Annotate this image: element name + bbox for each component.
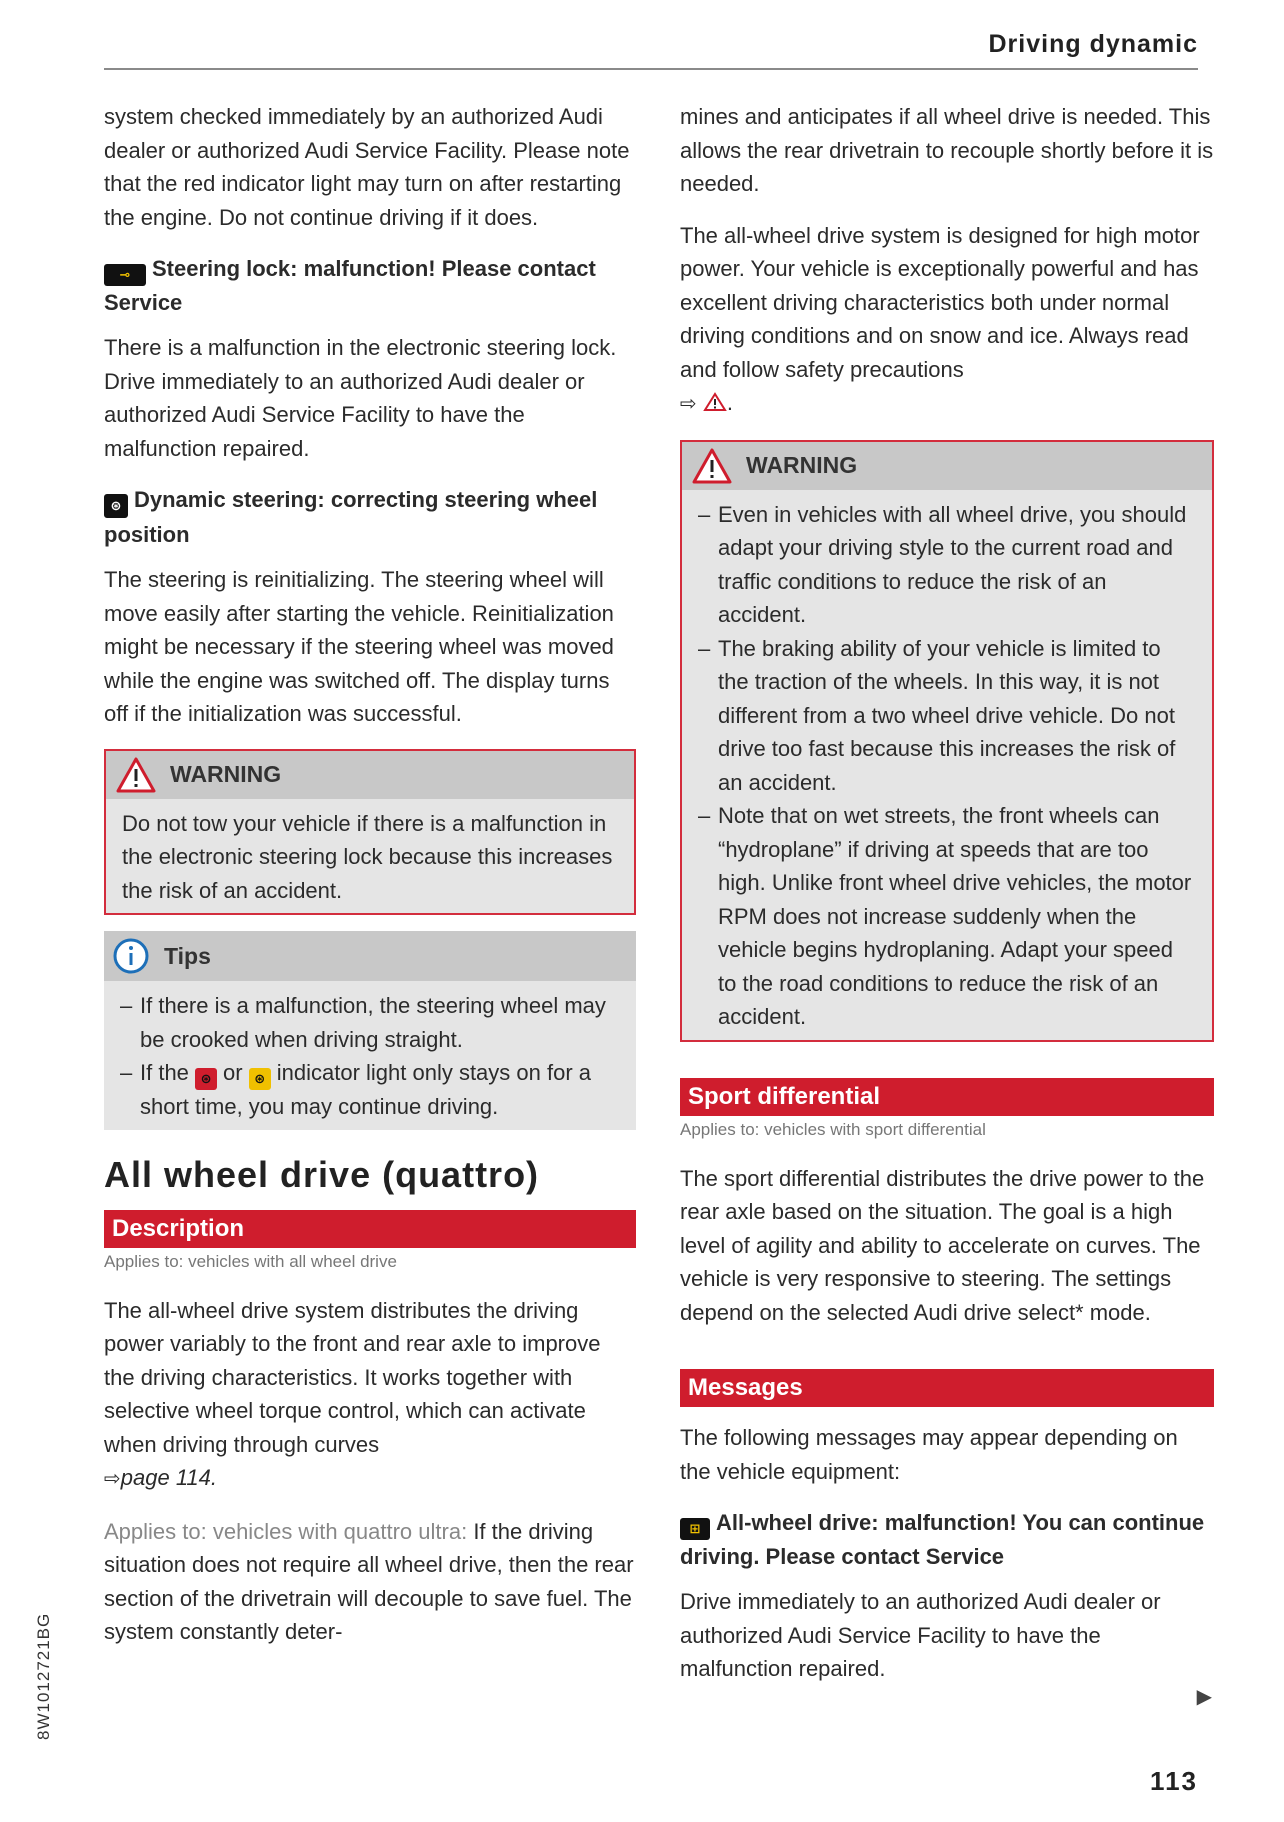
subsection-bar: Description bbox=[104, 1210, 636, 1248]
dynamic-steering-indicator-icon: ⊛ bbox=[104, 494, 128, 518]
message-heading bbox=[104, 252, 636, 319]
paragraph: The all-wheel drive system is designed for high motor power. Your vehicle is exceptionally powerful and has excellent driving characteristics both under normal driving conditions and on snow and ice. Always read and follow safety precautions ⇨ . bbox=[680, 222, 1200, 415]
steering-lock-indicator-icon: ⊸ bbox=[104, 264, 146, 286]
warning-title: WARNING bbox=[170, 761, 282, 787]
message-title: Steering lock: malfunction! Please contact Service bbox=[104, 256, 596, 315]
subsection-bar: Sport differential bbox=[680, 1078, 1214, 1116]
warning-item: – Even in vehicles with all wheel drive, you should adapt your driving style to the current road and traffic conditions to reduce the risk of an accident. bbox=[698, 498, 1196, 632]
paragraph: system checked immediately by an authorized Audi dealer or authorized Audi Service Facility. Please note that the red indicator light may turn on after restarting the engine. Do not continue driving if it does. bbox=[104, 104, 630, 230]
applies-to: Applies to: vehicles with sport differential bbox=[680, 1119, 986, 1139]
warning-reference-icon[interactable] bbox=[703, 392, 727, 412]
page-number: 113 bbox=[1150, 1766, 1198, 1796]
warning-triangle-icon bbox=[116, 757, 156, 793]
left-column bbox=[104, 100, 636, 1667]
tips-item: – If there is a malfunction, the steering wheel may be crooked when driving straight. bbox=[120, 989, 620, 1056]
page-reference-link[interactable]: page 114. bbox=[120, 1465, 218, 1490]
warning-item: – The braking ability of your vehicle is limited to the traction of the wheels. In this way, it is not different from a two wheel drive vehicle. Do not drive too fast because this increases the risk of an accident. bbox=[698, 632, 1196, 800]
tips-text: or bbox=[223, 1060, 243, 1085]
section-title: All wheel drive (quattro) bbox=[104, 1153, 540, 1195]
tips-header bbox=[104, 931, 636, 981]
paragraph: The steering is reinitializing. The steering wheel will move easily after starting the vehicle. Reinitialization might be necessary if the steering wheel was moved while the engine was switched off. The display turns off if the initialization was successful. bbox=[104, 567, 614, 726]
warning-title: WARNING bbox=[746, 452, 858, 478]
warning-body bbox=[682, 490, 1212, 1040]
warning-text: Do not tow your vehicle if there is a malfunction in the electronic steering lock because this increases the risk of an accident. bbox=[106, 799, 634, 914]
paragraph bbox=[104, 1294, 636, 1497]
warning-triangle-icon bbox=[692, 448, 732, 484]
paragraph: mines and anticipates if all wheel drive is needed. This allows the rear drivetrain to recouple shortly before it is needed. bbox=[680, 104, 1214, 196]
paragraph: There is a malfunction in the electronic steering lock. Drive immediately to an authorized Audi dealer or authorized Audi Service Facility to have the malfunction repaired. bbox=[104, 335, 617, 461]
all-wheel-drive-indicator-icon: ⊞ bbox=[680, 1518, 710, 1540]
running-header: Driving dynamic bbox=[988, 30, 1198, 58]
paragraph-text: If the driving situation does not require all wheel drive, then the rear section of the drivetrain will decouple to save fuel. The system constantly deter- bbox=[104, 1518, 634, 1644]
message-title: Dynamic steering: correcting steering wheel position bbox=[104, 487, 598, 547]
paragraph: The sport differential distributes the drive power to the rear axle based on the situation. The goal is a high level of agility and ability to accelerate on curves. The vehicle is very responsive to steering. The settings depend on the selected Audi drive select* mode. bbox=[680, 1165, 1205, 1325]
reference-arrow-icon: ⇨ bbox=[680, 393, 697, 415]
subsection-bar: Messages bbox=[680, 1369, 1214, 1407]
right-column bbox=[680, 100, 1214, 1704]
warning-box bbox=[680, 440, 1214, 1042]
warning-header bbox=[106, 751, 634, 799]
paragraph: Drive immediately to an authorized Audi dealer or authorized Audi Service Facility to have the malfunction repaired. bbox=[680, 1589, 1161, 1681]
paragraph-text: The all-wheel drive system distributes the driving power variably to the front and rear axle to improve the driving characteristics. It works together with selective wheel torque control, which can activate when driving through curves bbox=[104, 1297, 601, 1457]
message-heading bbox=[104, 483, 636, 551]
tips-box bbox=[104, 931, 636, 1130]
tips-item bbox=[120, 1056, 620, 1124]
document-code: 8W1012721BG bbox=[34, 1612, 53, 1740]
tips-body bbox=[104, 981, 636, 1130]
tips-title: Tips bbox=[164, 942, 211, 969]
continue-arrow-icon: ▶ bbox=[1196, 1686, 1212, 1708]
dynamic-steering-red-indicator-icon: ⊛ bbox=[195, 1068, 217, 1090]
warning-header bbox=[682, 442, 1212, 490]
applies-inline: Applies to: vehicles with quattro ultra: bbox=[104, 1518, 468, 1544]
paragraph: The following messages may appear depending on the vehicle equipment: bbox=[680, 1425, 1178, 1484]
warning-item: – Note that on wet streets, the front wheels can “hydroplane” if driving at speeds that are too high. Unlike front wheel drive vehicles, the motor RPM does not increase suddenly when the vehicle begins hydroplaning. Adapt your speed to the road conditions to reduce the risk of an accident. bbox=[698, 799, 1196, 1034]
header-rule bbox=[104, 68, 1198, 70]
info-icon bbox=[112, 937, 150, 975]
message-title: All-wheel drive: malfunction! You can continue driving. Please contact Service bbox=[680, 1510, 1205, 1569]
applies-to: Applies to: vehicles with all wheel drive bbox=[104, 1251, 397, 1271]
tips-text: If the bbox=[140, 1060, 189, 1085]
paragraph bbox=[104, 1515, 636, 1649]
message-heading bbox=[680, 1506, 1214, 1573]
tips-text: indicator light only stays on for a short time, you may continue driving. bbox=[140, 1060, 592, 1119]
reference-arrow-icon: ⇨ bbox=[104, 1468, 121, 1490]
paragraph-text: The all-wheel drive system is designed for high motor power. Your vehicle is exceptionally powerful and has excellent driving characteristics both under normal driving conditions and on snow and ice. Always read and follow safety precautions bbox=[680, 222, 1200, 382]
dynamic-steering-yellow-indicator-icon: ⊛ bbox=[249, 1068, 271, 1090]
warning-box bbox=[104, 749, 636, 916]
